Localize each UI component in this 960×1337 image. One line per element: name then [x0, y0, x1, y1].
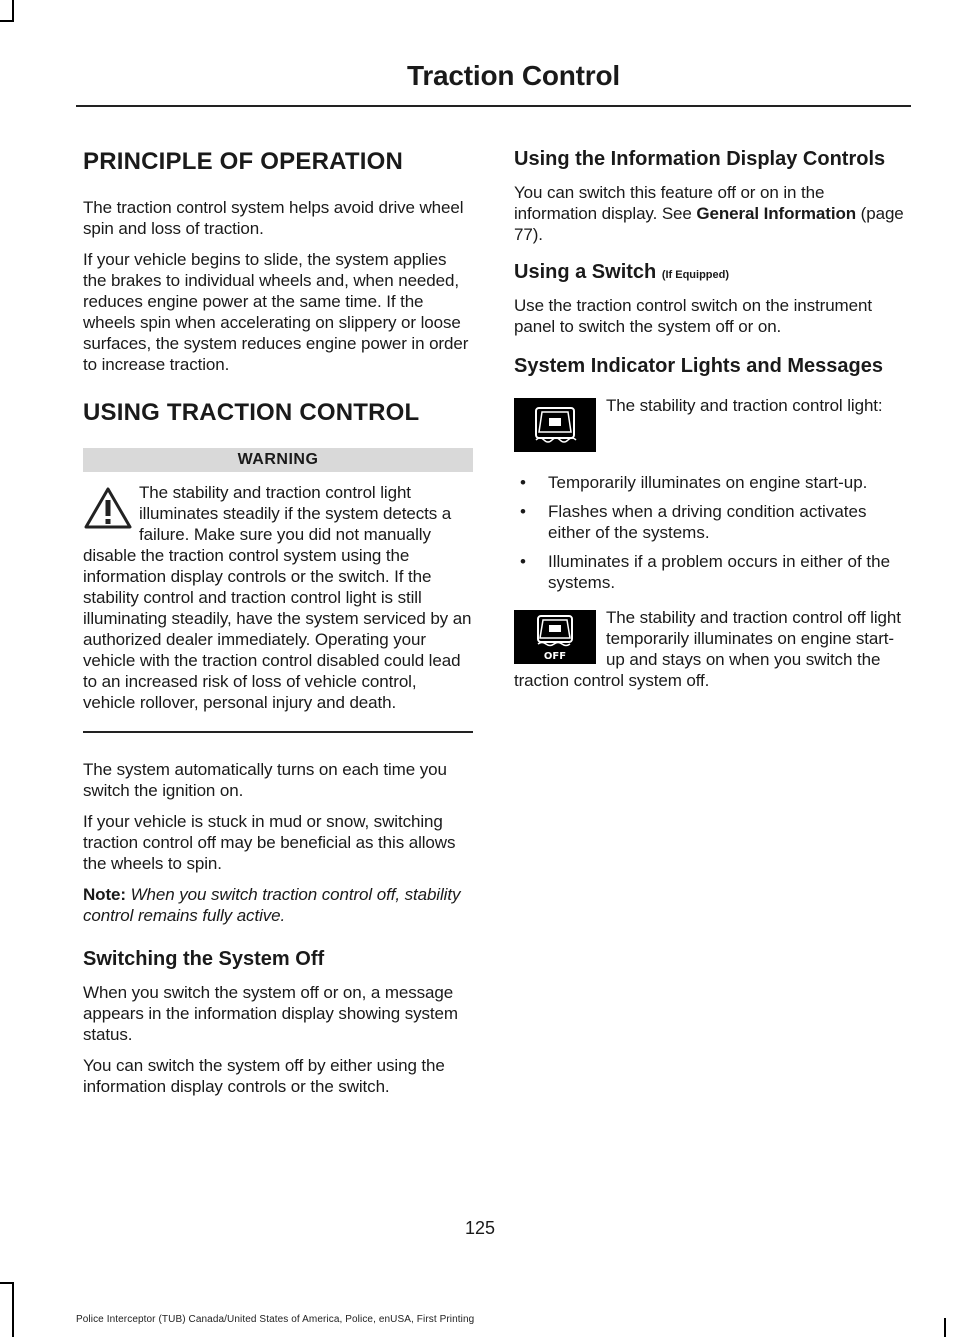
crop-mark-top-left-h — [0, 20, 14, 22]
stability-control-light-icon — [514, 398, 596, 452]
crop-mark-top-left-v — [12, 0, 14, 22]
indicator-stability — [514, 395, 907, 458]
right-column — [514, 140, 907, 701]
warning-label: WARNING — [83, 448, 473, 472]
paragraph-info-display: You can switch this feature off or on in the information display. See General Information (page 77). — [514, 183, 904, 244]
stability-control-off-light-icon — [514, 610, 596, 664]
heading-info-display-controls: Using the Information Display Controls — [514, 148, 886, 170]
list-item: • Temporarily illuminates on engine start-up. — [514, 472, 907, 493]
heading-switching-off: Switching the System Off — [83, 947, 325, 970]
paragraph-stuck: If your vehicle is stuck in mud or snow, switching traction control off may be beneficial as this allows the wheels to spin. — [83, 811, 456, 873]
warning-body — [83, 482, 473, 713]
paragraph-message: When you switch the system off or on, a message appears in the information display showing system status. — [83, 982, 458, 1044]
page-number: 125 — [464, 1218, 496, 1238]
paragraph-intro: The traction control system helps avoid drive wheel spin and loss of traction. — [83, 197, 464, 238]
crop-mark-bottom-right-v — [944, 1318, 946, 1337]
warning-divider — [83, 731, 473, 733]
warning-text: The stability and traction control light illuminates steadily if the system detects a failure. Make sure you did not manually disable the traction control system using the information display controls or the switch. If the stability control and traction control light is still illuminating steadily, have the system serviced by an authorized dealer immediately. Operating your vehicle with the traction control disabled could lead to an increased risk of loss of vehicle control, vehicle rollover, personal injury and death. — [83, 482, 472, 712]
page-title: Traction Control — [406, 60, 620, 91]
note-text: When you switch traction control off, stability control remains fully active. — [83, 884, 461, 925]
heading-using-traction-control: USING TRACTION CONTROL — [83, 398, 420, 426]
paragraph-slide: If your vehicle begins to slide, the system applies the brakes to individual wheels and, when needed, reduces engine power at the same time. If the wheels spin when accelerating on slippery or loose surfaces, the system reduces engine power in order to increase traction. — [83, 249, 469, 374]
heading-indicator-lights: System Indicator Lights and Messages — [514, 355, 883, 377]
indicator-stability-off-text: The stability and traction control off light temporarily illuminates on engine start-up and stays on when you switch the traction control system off. — [514, 608, 901, 690]
if-equipped-label: (If Equipped) — [661, 269, 730, 281]
paragraph-auto-on: The system automatically turns on each time you switch the ignition on. — [83, 759, 447, 800]
crop-mark-bottom-left-v — [12, 1282, 14, 1337]
list-item: • Flashes when a driving condition activates either of the systems. — [514, 501, 907, 543]
indicator-bullet-list — [514, 472, 907, 593]
crop-mark-bottom-left-h — [0, 1282, 14, 1284]
indicator-stability-off — [514, 607, 907, 691]
paragraph-switch-off: You can switch the system off by either using the information display controls or the switch. — [83, 1055, 445, 1096]
left-column — [83, 140, 473, 1107]
header-divider — [76, 105, 911, 107]
paragraph-switch: Use the traction control switch on the instrument panel to switch the system off or on. — [514, 296, 872, 336]
link-general-information[interactable]: General Information — [696, 204, 857, 223]
heading-principle-of-operation: PRINCIPLE OF OPERATION — [83, 148, 403, 175]
note — [83, 884, 473, 926]
list-item: • Illuminates if a problem occurs in either of the systems. — [514, 551, 907, 593]
warning-triangle-icon — [83, 486, 133, 530]
heading-using-switch: Using a Switch (If Equipped) — [514, 261, 730, 283]
off-label: OFF — [543, 651, 567, 662]
note-label: Note: — [83, 884, 126, 904]
footer: Police Interceptor (TUB) Canada/United States of America, Police, enUSA, First Printing — [76, 1314, 475, 1325]
warning-box — [83, 448, 473, 733]
indicator-stability-text: The stability and traction control light: — [606, 396, 883, 415]
